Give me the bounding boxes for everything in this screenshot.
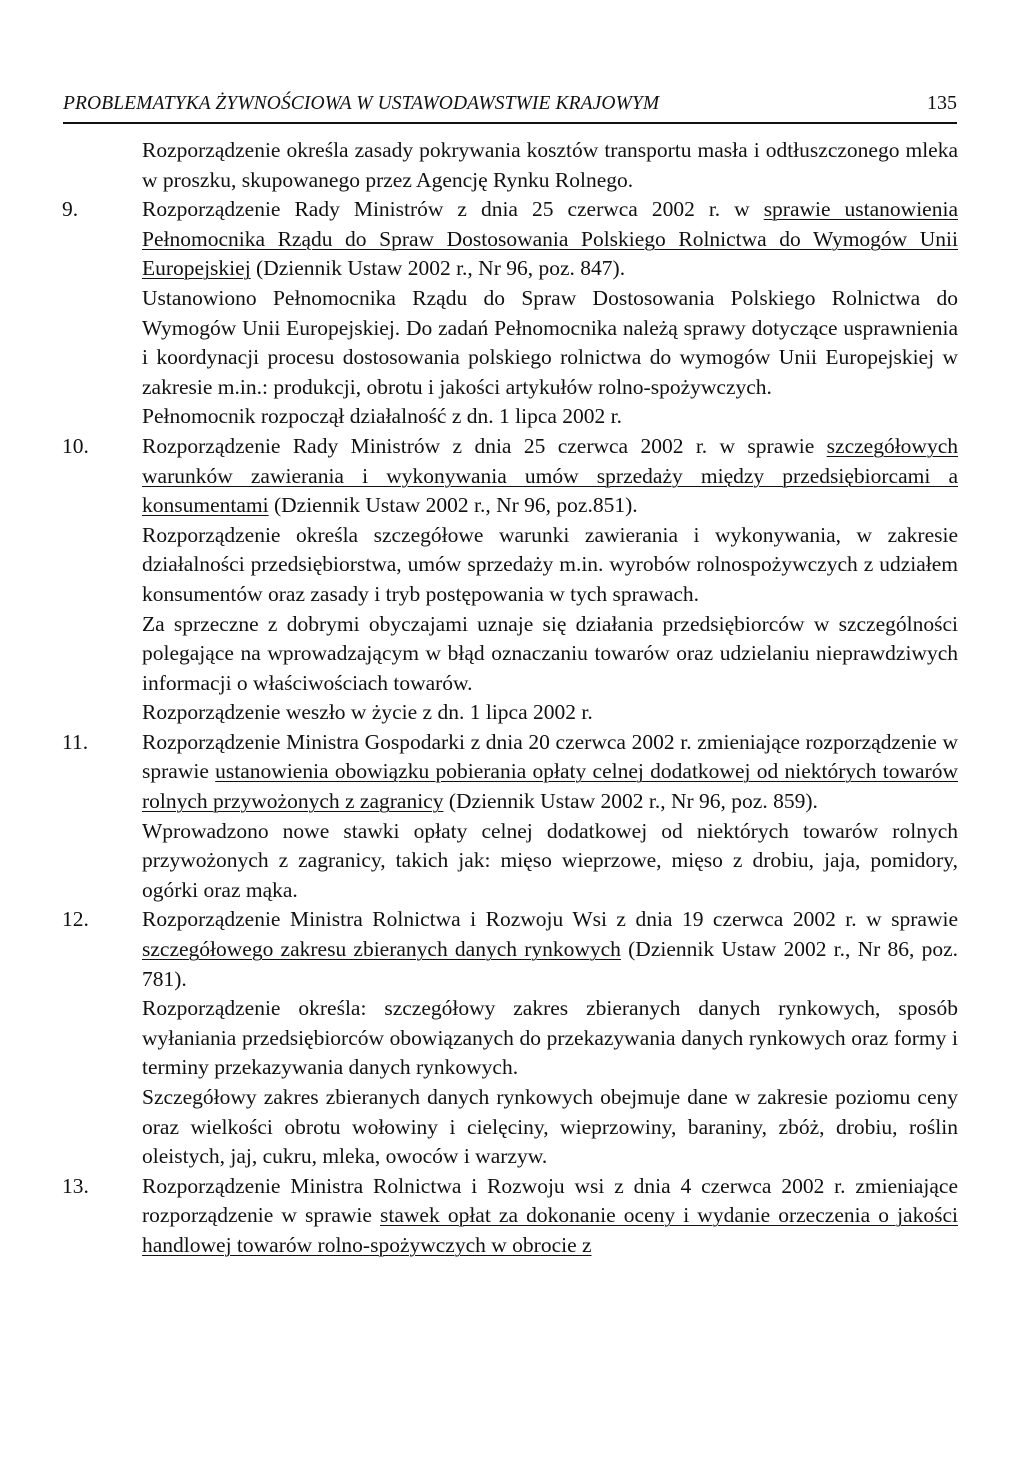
text-run: Rozporządzenie określa szczegółowe warunki zawierania i wykonywania, w zakresie działalności przedsiębiorstwa, umów sprzedaży m.in. wyrobów rolnospożywczych z udziałem konsumentów oraz zasady i tryb postępowania w tych sprawach. <box>142 522 958 606</box>
list-item <box>62 728 958 906</box>
list-item <box>62 136 958 195</box>
text-run: Rozporządzenie Ministra Gospodarki z dnia 20 czerwca 2002 r. zmieniające rozporządzenie w sprawie <box>142 729 958 784</box>
paragraph <box>142 905 958 994</box>
item-number: 11. <box>62 729 89 754</box>
paragraph <box>142 402 958 432</box>
text-run: Rozporządzenie Ministra Rolnictwa i Rozwoju Wsi z dnia 19 czerwca 2002 r. w sprawie <box>142 907 958 932</box>
paragraph <box>142 521 958 610</box>
text-run: Ustanowiono Pełnomocnika Rządu do Spraw Dostosowania Polskiego Rolnictwa do Wymogów Unii Europejskiej. Do zadań Pełnomocnika należą sprawy dotyczące usprawnienia i koordynacji procesu dostosowania polskiego rolnictwa do wymogów Unii Europejskiej w zakresie m.in.: produkcji, obrotu i jakości artykułów rolno-spożywczych. <box>142 285 958 399</box>
text-run: (Dziennik Ustaw 2002 r., Nr 96, poz. 859). <box>443 789 818 814</box>
text-run: (Dziennik Ustaw 2002 r., Nr 96, poz. 847). <box>250 256 626 281</box>
paragraph <box>142 432 958 521</box>
underlined-title: ustanowienia obowiązku pobierania opłaty celnej dodatkowej od niektórych towarów rolnych przywożonych z zagranicy <box>142 759 958 814</box>
list-item <box>62 195 958 432</box>
item-number: 13. <box>62 1173 89 1198</box>
text-run: Rozporządzenie weszło w życie z dn. 1 lipca 2002 r. <box>142 700 593 725</box>
page-number: 135 <box>927 92 957 114</box>
running-title: PROBLEMATYKA ŻYWNOŚCIOWA W USTAWODAWSTWIE KRAJOWYM <box>63 93 660 114</box>
text-run: (Dziennik Ustaw 2002 r., Nr 96, poz.851). <box>268 493 638 518</box>
paragraph <box>142 1172 958 1261</box>
underlined-title: sprawie ustanowienia Pełnomocnika Rządu do Spraw Dostosowania Polskiego Rolnictwa do Wymogów Unii Europejskiej <box>142 197 958 281</box>
running-header <box>63 88 957 124</box>
paragraph <box>142 817 958 906</box>
text-run: Rozporządzenie określa: szczegółowy zakres zbieranych danych rynkowych, sposób wyłaniania przedsiębiorców obowiązanych do przekazywania danych rynkowych oraz formy i terminy przekazywania danych rynkowych. <box>142 996 958 1080</box>
paragraph <box>142 994 958 1083</box>
item-number: 12. <box>62 907 89 932</box>
text-run: Za sprzeczne z dobrymi obyczajami uznaje się działania przedsiębiorców w szczególności polegające na wprowadzającym w błąd oznaczaniu towarów oraz udzielaniu nieprawdziwych informacji o właściwościach towarów. <box>142 611 958 695</box>
text-run: (Dziennik Ustaw 2002 r., Nr 86, poz. 781). <box>142 937 958 991</box>
text-run: Pełnomocnik rozpoczął działalność z dn. 1 lipca 2002 r. <box>142 404 623 429</box>
text-run: Szczegółowy zakres zbieranych danych rynkowych obejmuje dane w zakresie poziomu ceny oraz wielkości obrotu wołowiny i cielęciny, wieprzowiny, baraniny, zbóż, drobiu, roślin oleistych, jaj, cukru, mleka, owoców i warzyw. <box>142 1085 958 1169</box>
text-run: Rozporządzenie Rady Ministrów z dnia 25 czerwca 2002 r. w <box>142 197 764 222</box>
paragraph <box>142 1083 958 1172</box>
paragraph <box>142 728 958 817</box>
paragraph <box>142 136 958 195</box>
text-run: Rozporządzenie określa zasady pokrywania kosztów transportu masła i odtłuszczonego mleka w proszku, skupowanego przez Agencję Rynku Rolnego. <box>142 138 958 192</box>
underlined-title: stawek opłat za dokonanie oceny i wydanie orzeczenia o jakości handlowej towarów rolno-spożywczych w obrocie z <box>142 1203 958 1257</box>
document-body <box>62 136 958 1261</box>
list-item <box>62 905 958 1171</box>
paragraph <box>142 195 958 284</box>
text-run: Rozporządzenie Rady Ministrów z dnia 25 czerwca 2002 r. w sprawie <box>142 433 827 458</box>
paragraph <box>142 284 958 402</box>
underlined-title: szczegółowego zakresu zbieranych danych rynkowych <box>142 937 621 962</box>
underlined-title: szczegółowych warunków zawierania i wykonywania umów sprzedaży między przedsiębiorcami a konsumentami <box>142 433 958 518</box>
text-run: Wprowadzono nowe stawki opłaty celnej dodatkowej od niektórych towarów rolnych przywożonych z zagranicy, takich jak: mięso wieprzowe, mięso z drobiu, jaja, pomidory, ogórki oraz mąka. <box>142 818 958 902</box>
list-item <box>62 432 958 728</box>
text-run: Rozporządzenie Ministra Rolnictwa i Rozwoju wsi z dnia 4 czerwca 2002 r. zmieniające rozporządzenie w sprawie <box>142 1173 958 1228</box>
list-item <box>62 1172 958 1261</box>
paragraph <box>142 698 958 728</box>
item-number: 9. <box>62 197 79 222</box>
paragraph <box>142 610 958 699</box>
item-number: 10. <box>62 433 89 458</box>
